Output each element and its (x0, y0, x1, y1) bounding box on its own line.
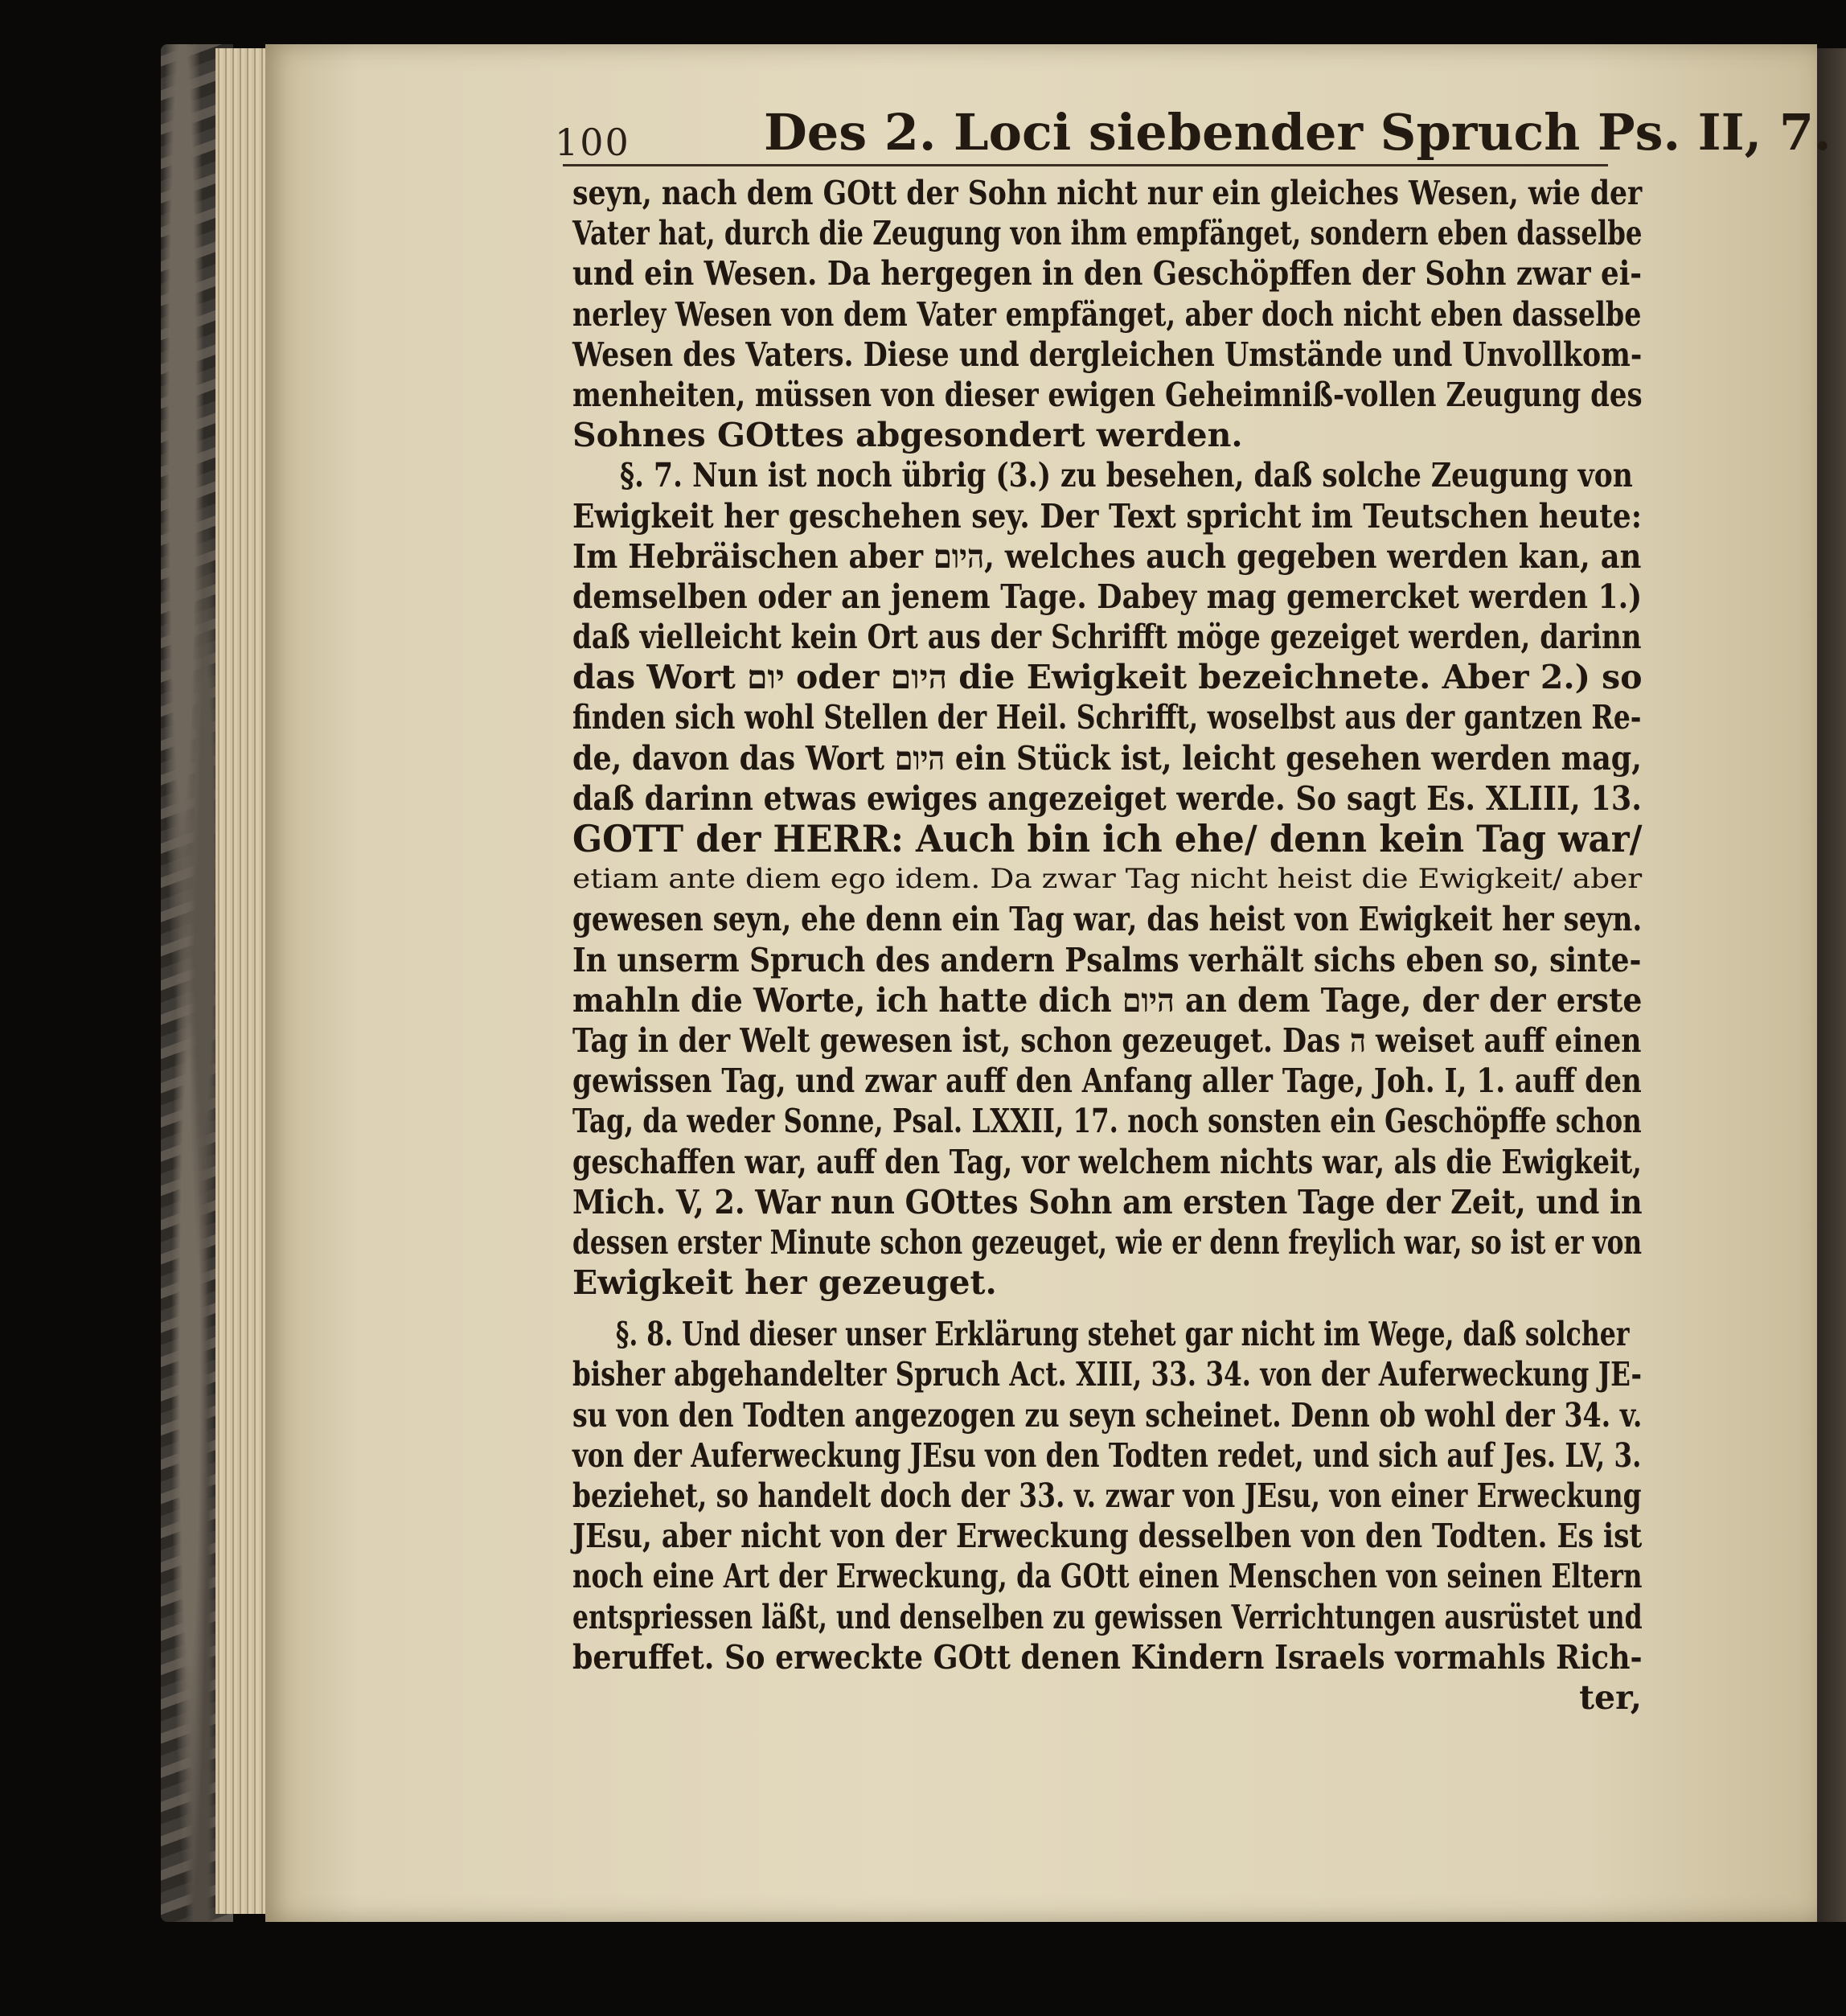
text-line: Ewigkeit her gezeuget. (572, 1263, 997, 1303)
text-line: menheiten, müssen von dieser ewigen Geheimniß-vollen Zeugung des (572, 375, 1643, 414)
text-line: bisher abgehandelter Spruch Act. XIII, 33. 34. von der Auferweckung JE- (572, 1355, 1642, 1394)
text-line: Wesen des Vaters. Diese und dergleichen Umstände und Unvollkom- (572, 335, 1643, 374)
text-line: §. 8. Und dieser unser Erklärung stehet gar nicht im Wege, daß solcher (615, 1315, 1630, 1354)
text-line: entspriessen läßt, und denselben zu gewissen Verrichtungen ausrüstet und (572, 1597, 1643, 1636)
text-line: Mich. V, 2. War nun GOttes Sohn am ersten Tage der Zeit, und in (572, 1182, 1643, 1222)
text-line: von der Auferweckung JEsu von den Todten redet, und sich auf Jes. LV, 3. (572, 1435, 1642, 1475)
text-line: §. 7. Nun ist noch übrig (3.) zu besehen, daß solche Zeugung von (619, 456, 1633, 495)
text-line: Sohnes GOttes abgesondert werden. (572, 416, 1243, 455)
text-line: beruffet. So erweckte GOtt denen Kindern Israels vormahls Rich- (572, 1637, 1643, 1677)
page-number: 100 (555, 121, 630, 164)
text-line: finden sich wohl Stellen der Heil. Schrifft, woselbst aus der gantzen Re- (572, 698, 1642, 737)
text-line: Ewigkeit her geschehen sey. Der Text spricht im Teutschen heute: (572, 496, 1642, 536)
text-line: su von den Todten angezogen zu seyn scheinet. Denn ob wohl der 34. v. (572, 1395, 1643, 1435)
text-line: Im Hebräischen aber היום, welches auch gegeben werden kan, an (572, 536, 1642, 576)
text-line: Tag in der Welt gewesen ist, schon gezeuget. Das ה weiset auff einen (572, 1020, 1642, 1060)
text-line: gewesen seyn, ehe denn ein Tag war, das heist von Ewigkeit her seyn. (572, 900, 1643, 939)
text-line: ter, (1579, 1677, 1642, 1717)
text-line: JEsu, aber nicht von der Erweckung desselben von den Todten. Es ist (572, 1517, 1643, 1556)
text-line: nerley Wesen von dem Vater empfänget, aber doch nicht eben dasselbe (572, 294, 1642, 334)
text-line: Vater hat, durch die Zeugung von ihm empfänget, sondern eben dasselbe (572, 214, 1643, 253)
text-line: beziehet, so handelt doch der 33. v. zwar von JEsu, von einer Erweckung (572, 1476, 1642, 1515)
header-rule (563, 164, 1608, 166)
text-line: demselben oder an jenem Tage. Dabey mag gemercket werden 1.) (572, 577, 1643, 616)
text-line: geschaffen war, auff den Tag, vor welchem nichts war, als die Ewigkeit, (572, 1142, 1642, 1181)
body-text (572, 173, 1642, 1718)
text-line: das Wort יום oder היום die Ewigkeit bezeichnete. Aber 2.) so (572, 658, 1643, 697)
text-line: und ein Wesen. Da hergegen in den Geschöpffen der Sohn zwar ei- (572, 254, 1643, 294)
text-line: noch eine Art der Erweckung, da GOtt einen Menschen von seinen Eltern (572, 1557, 1643, 1596)
text-line: daß vielleicht kein Ort aus der Schrifft möge gezeiget werden, darinn (572, 618, 1642, 657)
text-line: etiam ante diem ego idem. Da zwar Tag nicht heist die Ewigkeit/ aber (572, 863, 1643, 896)
text-line: GOTT der HERR: Auch bin ich ehe/ denn kein Tag war/ (572, 817, 1643, 860)
text-line: de, davon das Wort היום ein Stück ist, leicht gesehen werden mag, (572, 738, 1642, 778)
text-line: daß darinn etwas ewiges angezeiget werde. So sagt Es. XLIII, 13. (572, 778, 1642, 818)
text-line: mahln die Worte, ich hatte dich היום an dem Tage, der der erste (572, 980, 1643, 1020)
text-line: Tag, da weder Sonne, Psal. LXXII, 17. noch sonsten ein Geschöpffe schon (572, 1102, 1642, 1141)
running-head: Des 2. Loci siebender Spruch Ps. II, 7. (764, 103, 1832, 162)
text-line: seyn, nach dem GOtt der Sohn nicht nur ein gleiches Wesen, wie der (572, 174, 1643, 212)
facing-page-edge (1817, 48, 1846, 1922)
text-line: In unserm Spruch des andern Psalms verhält sichs eben so, sinte- (572, 940, 1642, 979)
text-line: dessen erster Minute schon gezeuget, wie er denn freylich war, so ist er von (572, 1222, 1643, 1262)
text-line: gewissen Tag, und zwar auff den Anfang aller Tage, Joh. I, 1. auff den (572, 1061, 1642, 1101)
